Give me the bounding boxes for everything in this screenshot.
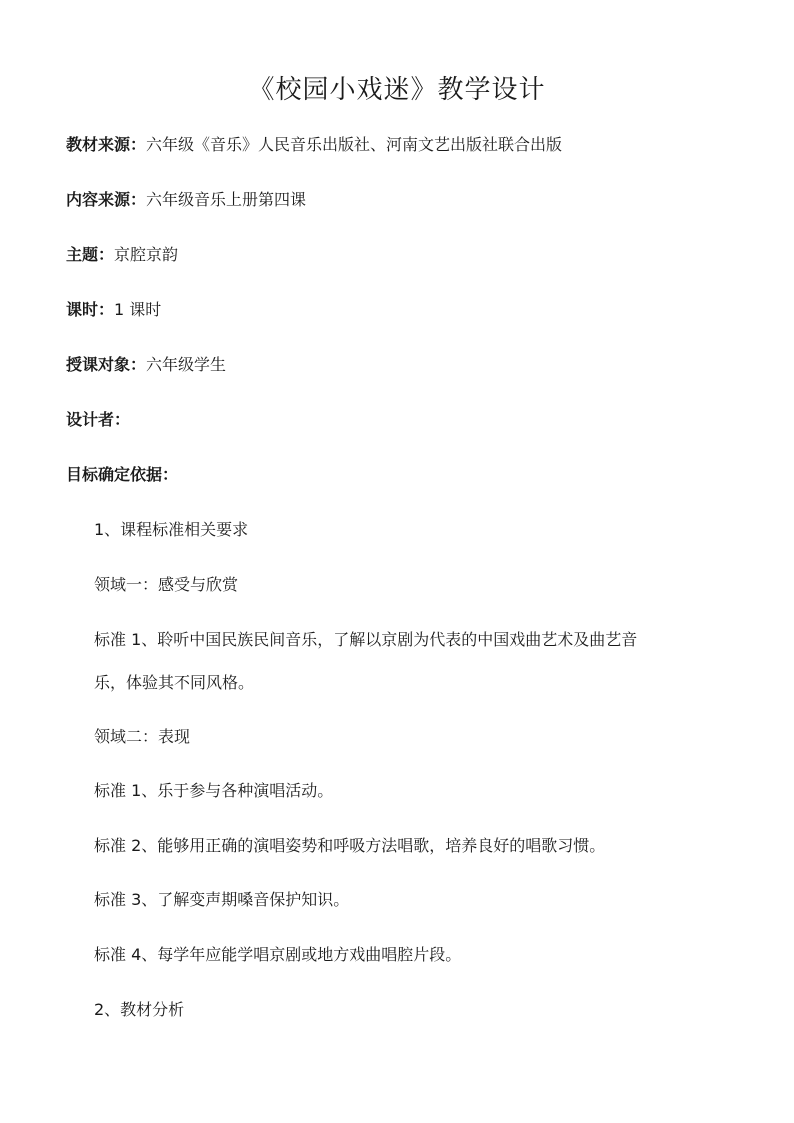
field-label: 目标确定依据： — [66, 465, 179, 484]
body-paragraph: 领域一：感受与欣赏 — [94, 575, 239, 594]
field-label: 主题： — [66, 245, 115, 264]
field-value: 六年级《音乐》人民音乐出版社、河南文艺出版社联合出版 — [146, 135, 563, 154]
body-paragraph: 标准 1、聆听中国民族民间音乐，了解以京剧为代表的中国戏曲艺术及曲艺音 — [94, 630, 638, 649]
body-paragraph: 乐，体验其不同风格。 — [94, 673, 255, 692]
body-paragraph: 标准 4、每学年应能学唱京剧或地方戏曲唱腔片段。 — [94, 945, 462, 964]
field-value: 六年级学生 — [146, 355, 227, 374]
field-textbook-source — [66, 133, 562, 157]
field-designer — [66, 408, 130, 432]
document-title: 《校园小戏迷》教学设计 — [248, 75, 546, 105]
field-label: 课时： — [66, 300, 115, 319]
body-paragraph: 标准 2、能够用正确的演唱姿势和呼吸方法唱歌，培养良好的唱歌习惯。 — [94, 836, 606, 855]
field-audience — [66, 353, 226, 377]
body-paragraph: 领域二：表现 — [94, 727, 191, 746]
field-label: 教材来源： — [66, 135, 147, 154]
field-value: 京腔京韵 — [114, 245, 179, 264]
body-paragraph: 1、课程标准相关要求 — [94, 520, 249, 539]
field-label: 内容来源： — [66, 190, 147, 209]
body-paragraph: 标准 3、了解变声期嗓音保护知识。 — [94, 890, 350, 909]
body-paragraph: 2、教材分析 — [94, 1000, 185, 1019]
field-value: 六年级音乐上册第四课 — [146, 190, 307, 209]
field-label: 授课对象： — [66, 355, 147, 374]
field-class-hours — [66, 298, 161, 322]
field-theme — [66, 243, 178, 267]
body-paragraph: 标准 1、乐于参与各种演唱活动。 — [94, 781, 334, 800]
field-value: 1 课时 — [114, 300, 162, 319]
field-label: 设计者： — [66, 410, 131, 429]
field-goal-basis — [66, 463, 178, 487]
field-content-source — [66, 188, 306, 212]
